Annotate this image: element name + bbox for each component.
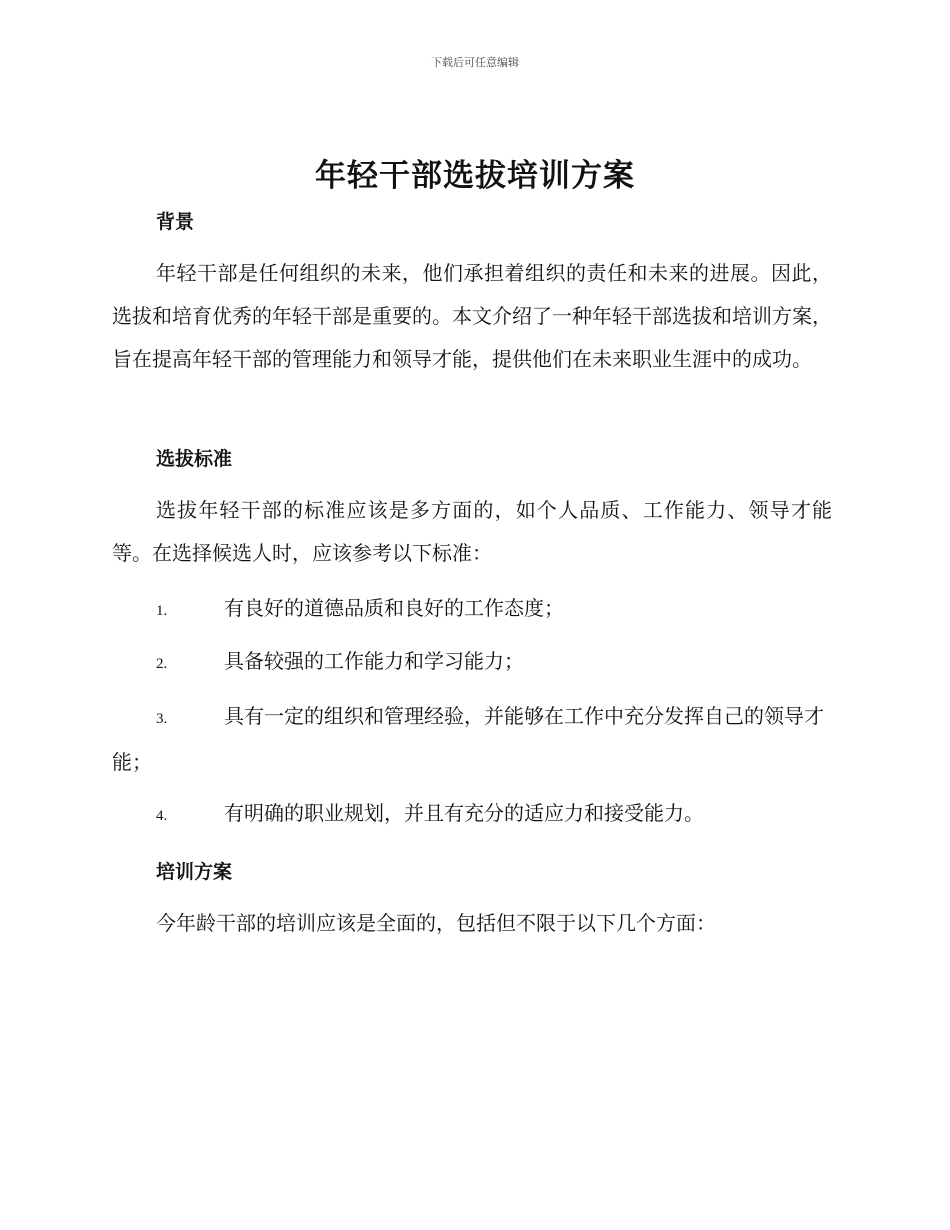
section-heading-training: 培训方案: [156, 861, 233, 883]
list-item-text: 有良好的道德品质和良好的工作态度；: [224, 596, 564, 620]
list-item-text: 具备较强的工作能力和学习能力；: [224, 649, 524, 673]
section-heading-criteria: 选拔标准: [156, 448, 233, 470]
list-item: [112, 640, 832, 686]
list-item: [112, 587, 832, 633]
list-item-number: 4.: [156, 808, 168, 824]
document-title: 年轻干部选拔培训方案: [315, 158, 635, 194]
list-item: [112, 695, 832, 784]
list-item-number: 3.: [156, 711, 168, 727]
paragraph-training-intro: 今年龄干部的培训应该是全面的，包括但不限于以下几个方面：: [156, 911, 716, 935]
list-item-number: 2.: [156, 656, 168, 672]
paragraph-background: 年轻干部是任何组织的未来，他们承担着组织的责任和未来的进展。因此，选拔和培育优秀的年轻干部是重要的。本文介绍了一种年轻干部选拔和培训方案，旨在提高年轻干部的管理能力和领导才能，提供他们在未来职业生涯中的成功。: [112, 261, 832, 371]
list-item-text: 具有一定的组织和管理经验，并能够在工作中充分发挥自己的领导才能；: [112, 704, 824, 774]
page-header-note: 下载后可任意编辑: [431, 56, 519, 69]
section-heading-background: 背景: [156, 211, 195, 233]
list-item-text: 有明确的职业规划，并且有充分的适应力和接受能力。: [224, 801, 704, 825]
paragraph-criteria-intro: 选拔年轻干部的标准应该是多方面的，如个人品质、工作能力、领导才能等。在选择候选人时，应该参考以下标准：: [112, 498, 832, 565]
list-item: [112, 792, 832, 838]
list-item-number: 1.: [156, 603, 168, 619]
